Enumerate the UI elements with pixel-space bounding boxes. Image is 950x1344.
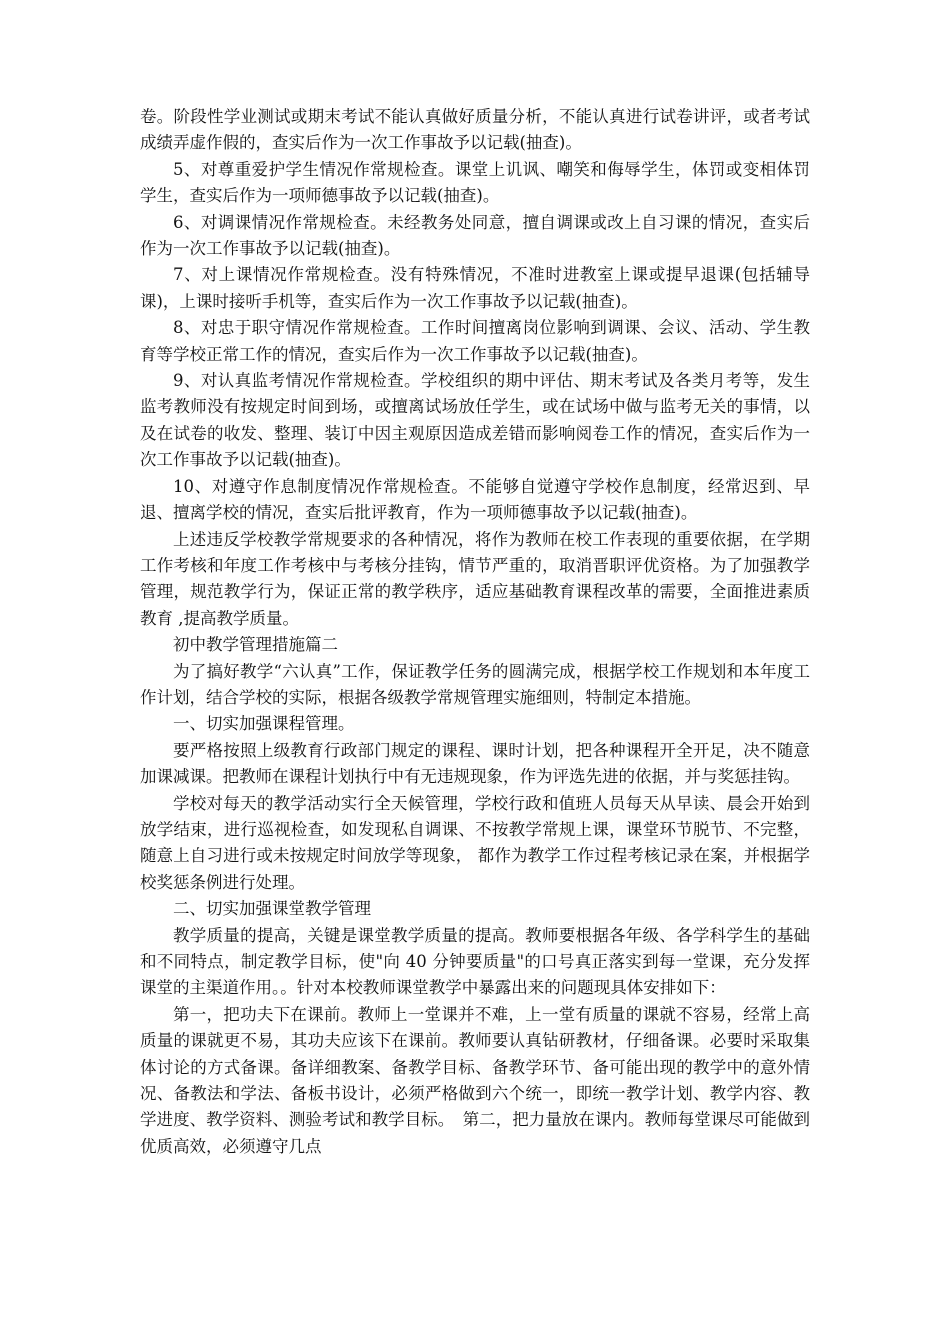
section-heading-part-two: 初中教学管理措施篇二 xyxy=(173,635,338,655)
document-page xyxy=(140,104,810,1160)
paragraph-item-8: 8、对忠于职守情况作常规检查。工作时间擅离岗位影响到调课、会议、活动、学生教育等学校正常工作的情况，查实后作为一次工作事故予以记载(抽查)。 xyxy=(140,318,810,364)
paragraph-item-10: 10、对遵守作息制度情况作常规检查。不能够自觉遵守学校作息制度，经常迟到、早退、擅离学校的情况，查实后批评教育，作为一项师德事故予以记载(抽查)。 xyxy=(140,476,810,523)
paragraph-item-9: 9、对认真监考情况作常规检查。学校组织的期中评估、期末考试及各类月考等，发生监考教师没有按规定时间到场，或擅离试场放任学生，或在试场中做与监考无关的事情，以及在试卷的收发、整理、装订中因主观原因造成差错而影响阅卷工作的情况，查实后作为一次工作事故予以记载(抽查)。 xyxy=(140,371,810,470)
paragraph-course-plan: 要严格按照上级教育行政部门规定的课程、课时计划，把各种课程开全开足，决不随意加课减课。把教师在课程计划执行中有无违规现象，作为评选先进的依据，并与奖惩挂钩。 xyxy=(140,740,810,787)
paragraph-item-7: 7、对上课情况作常规检查。没有特殊情况，不准时进教室上课或提早退课(包括辅导课)，上课时接听手机等，查实后作为一次工作事故予以记载(抽查)。 xyxy=(140,265,810,311)
heading-classroom-management: 二、切实加强课堂教学管理 xyxy=(173,899,371,919)
paragraph-exam-analysis: 卷。阶段性学业测试或期末考试不能认真做好质量分析，不能认真进行试卷讲评，或者考试成绩弄虚作假的，查实后作为一次工作事故予以记载(抽查)。 xyxy=(140,107,810,153)
paragraph-summary: 上述违反学校教学常规要求的各种情况，将作为教师在校工作表现的重要依据，在学期工作考核和年度工作考核中与考核分挂钩，情节严重的，取消晋职评优资格。为了加强教学管理，规范教学行为，保证正常的教学秩序，适应基础教育课程改革的需要，全面推进素质教育 ,提高教学质量。 xyxy=(140,529,810,628)
paragraph-item-6: 6、对调课情况作常规检查。未经教务处同意，擅自调课或改上自习课的情况，查实后作为一次工作事故予以记载(抽查)。 xyxy=(140,212,810,259)
paragraph-item-5: 5、对尊重爱护学生情况作常规检查。课堂上讥讽、嘲笑和侮辱学生，体罚或变相体罚学生，查实后作为一项师德事故予以记载(抽查)。 xyxy=(140,159,810,206)
paragraph-introduction: 为了搞好教学“六认真”工作，保证教学任务的圆满完成，根据学校工作规划和本年度工作计划，结合学校的实际，根据各级教学常规管理实施细则，特制定本措施。 xyxy=(140,661,810,707)
heading-course-management: 一、切实加强课程管理。 xyxy=(173,714,355,734)
paragraph-teaching-quality: 教学质量的提高，关键是课堂教学质量的提高。教师要根据各年级、各学科学生的基础和不同特点，制定教学目标，使"向 40 分钟要质量"的口号真正落实到每一堂课，充分发挥课堂的主渠道作用。。针对本校教师课堂教学中暴露出来的问题现具体安排如下： xyxy=(140,925,810,998)
paragraph-before-class: 第一，把功夫下在课前。教师上一堂课并不难，上一堂有质量的课就不容易，经常上高质量的课就更不易，其功夫应该下在课前。教师要认真钻研教材，仔细备课。必要时采取集体讨论的方式备课。备详细教案、备教学目标、备教学环节、备可能出现的教学中的意外情况、备教法和学法、备板书设计，必须严格做到六个统一，即统一教学计划、教学内容、教学进度、教学资料、测验考试和教学目标。 第二，把力量放在课内。教师每堂课尽可能做到优质高效，必须遵守几点 xyxy=(140,1004,810,1156)
paragraph-daily-management: 学校对每天的教学活动实行全天候管理，学校行政和值班人员每天从早读、晨会开始到放学结束，进行巡视检查，如发现私自调课、不按教学常规上课，课堂环节脱节、不完整，随意上自习进行或未按规定时间放学等现象， 都作为教学工作过程考核记录在案，并根据学校奖惩条例进行处理。 xyxy=(140,793,810,892)
